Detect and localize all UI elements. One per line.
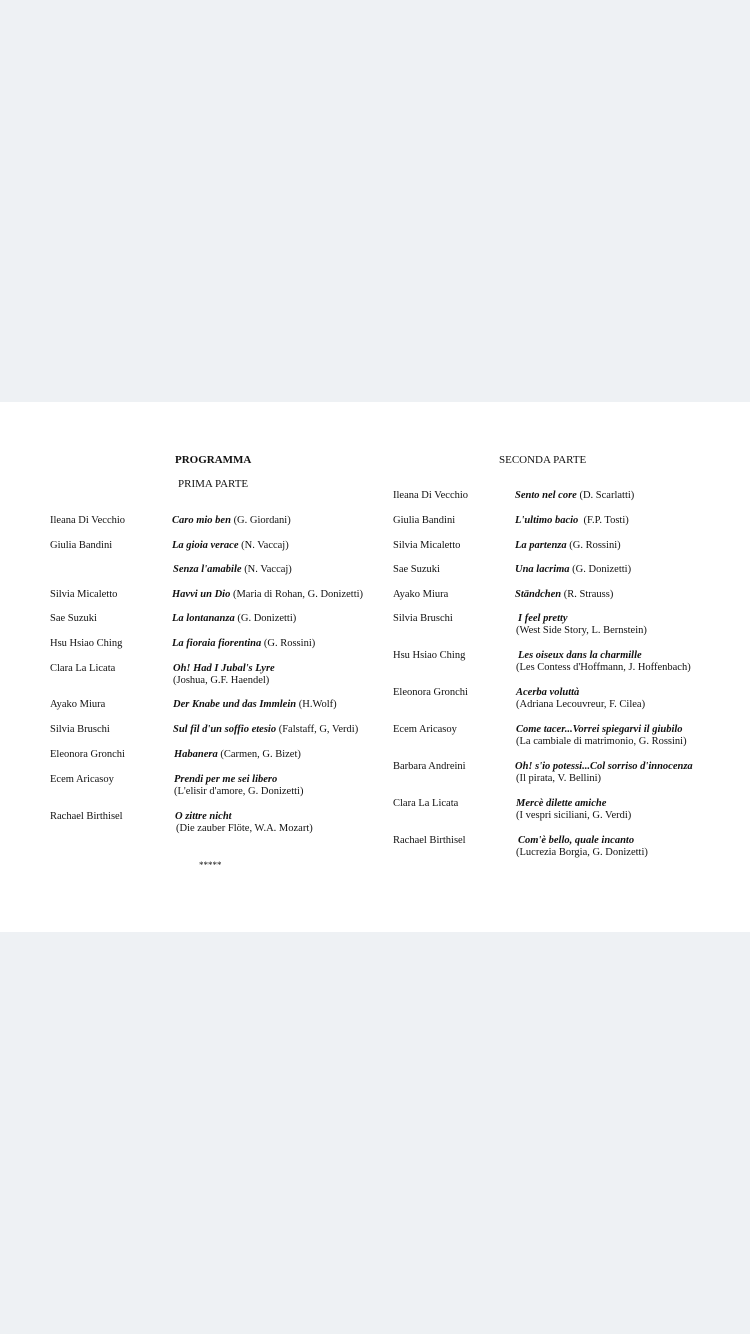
- performer-name: Barbara Andreini: [393, 761, 466, 772]
- composer-note: (D. Scarlatti): [576, 490, 635, 501]
- piece-title: Oh! Had I Jubal's Lyre: [173, 663, 275, 674]
- composer-note: (G. Donizetti): [569, 564, 632, 575]
- work-detail: (Die zauber Flöte, W.A. Mozart): [176, 823, 313, 834]
- program-entry: [516, 724, 687, 748]
- program-entry: [172, 638, 315, 650]
- piece-title: Prendi per me sei libero: [174, 774, 278, 785]
- program-entry: [516, 835, 648, 859]
- piece-title: Senza l'amabile: [173, 564, 242, 575]
- piece-title: Acerba voluttà: [516, 687, 580, 698]
- composer-note: (G. Rossini): [261, 638, 316, 649]
- piece-title: O zittre nicht: [175, 811, 232, 822]
- piece-title: Havvi un Dio: [172, 589, 231, 600]
- composer-note: (G. Giordani): [230, 515, 291, 526]
- piece-title: Habanera: [174, 749, 218, 760]
- program-entry: [515, 515, 629, 527]
- programma-heading: PROGRAMMA: [175, 454, 252, 466]
- work-detail: (Lucrezia Borgia, G. Donizetti): [516, 847, 648, 858]
- performer-name: Ayako Miura: [50, 699, 106, 710]
- performer-name: Silvia Bruschi: [393, 613, 453, 624]
- performer-name: Silvia Micaletto: [393, 540, 461, 551]
- work-detail: (Il pirata, V. Bellini): [516, 773, 602, 784]
- composer-note: (G. Donizetti): [234, 613, 297, 624]
- piece-title: Una lacrima: [515, 564, 570, 575]
- piece-title: Caro mio ben: [172, 515, 231, 526]
- program-entry: [515, 540, 621, 552]
- program-entry: [173, 663, 275, 687]
- work-detail: (Joshua, G.F. Haendel): [173, 675, 270, 686]
- piece-title: I feel pretty: [518, 613, 568, 624]
- piece-title: Oh! s'io potessi...Col sorriso d'innocenza: [515, 761, 693, 772]
- program-entry: [516, 613, 647, 637]
- composer-note: (N. Vaccaj): [241, 564, 292, 575]
- piece-title: Les oiseux dans la charmille: [518, 650, 642, 661]
- composer-note: (R. Strauss): [561, 589, 614, 600]
- work-detail: (L'elisir d'amore, G. Donizetti): [174, 786, 304, 797]
- performer-name: Sae Suzuki: [393, 564, 440, 575]
- piece-title: Come tacer...Vorrei spiegarvi il giubilo: [516, 724, 683, 735]
- performer-name: Hsu Hsiao Ching: [393, 650, 466, 661]
- program-entry: [516, 798, 631, 822]
- program-entry: [515, 761, 693, 785]
- performer-name: Ileana Di Vecchio: [393, 490, 469, 501]
- program-entry: [515, 589, 613, 601]
- performer-name: Giulia Bandini: [393, 515, 456, 526]
- program-entry: [175, 811, 313, 835]
- piece-title: Sento nel core: [515, 490, 577, 501]
- program-entry: [172, 589, 363, 601]
- piece-title: L'ultimo bacio: [515, 515, 579, 526]
- program-entry: [174, 774, 303, 798]
- seconda-parte-heading: SECONDA PARTE: [499, 454, 587, 466]
- piece-title: Com'è bello, quale incanto: [518, 835, 635, 846]
- composer-note: (N. Vaccaj): [238, 540, 289, 551]
- piece-title: Der Knabe und das Immlein: [173, 699, 297, 710]
- performer-name: Ecem Aricasoy: [50, 774, 114, 785]
- piece-title: La gioia verace: [172, 540, 239, 551]
- performer-name: Ileana Di Vecchio: [50, 515, 126, 526]
- performer-name: Eleonora Gronchi: [50, 749, 125, 760]
- prima-parte-heading: PRIMA PARTE: [178, 478, 249, 490]
- performer-name: Clara La Licata: [393, 798, 459, 809]
- program-sheet: [0, 402, 750, 932]
- performer-name: Eleonora Gronchi: [393, 687, 468, 698]
- piece-title: La lontananza: [172, 613, 235, 624]
- piece-title: La partenza: [515, 540, 567, 551]
- piece-title: Sul fil d'un soffio etesio: [173, 724, 277, 735]
- composer-note: (G. Rossini): [566, 540, 621, 551]
- program-entry: [173, 724, 358, 736]
- performer-name: Ecem Aricasoy: [393, 724, 457, 735]
- performer-name: Giulia Bandini: [50, 540, 113, 551]
- program-entry: [172, 613, 296, 625]
- work-detail: (I vespri siciliani, G. Verdi): [516, 810, 632, 821]
- composer-note: (Maria di Rohan, G. Donizetti): [230, 589, 364, 600]
- program-entry: [173, 564, 292, 576]
- program-entry: [516, 650, 691, 674]
- program-entry: [516, 687, 645, 711]
- piece-title: Mercè dilette amiche: [516, 798, 607, 809]
- piece-title: Ständchen: [515, 589, 562, 600]
- performer-name: Rachael Birthisel: [393, 835, 466, 846]
- composer-note: (Falstaff, G, Verdi): [276, 724, 359, 735]
- performer-name: Sae Suzuki: [50, 613, 97, 624]
- program-entry: [515, 564, 631, 576]
- performer-name: Clara La Licata: [50, 663, 116, 674]
- composer-note: (F.P. Tosti): [578, 515, 629, 526]
- work-detail: (Les Contess d'Hoffmann, J. Hoffenbach): [516, 662, 691, 673]
- separator-stars: *****: [199, 860, 222, 870]
- piece-title: La fioraia fiorentina: [172, 638, 262, 649]
- program-entry: [515, 490, 634, 502]
- performer-name: Ayako Miura: [393, 589, 449, 600]
- performer-name: Hsu Hsiao Ching: [50, 638, 123, 649]
- program-entry: [173, 699, 337, 711]
- program-entry: [172, 515, 291, 527]
- program-entry: [174, 749, 301, 761]
- performer-name: Silvia Micaletto: [50, 589, 118, 600]
- work-detail: (Adriana Lecouvreur, F. Cilea): [516, 699, 646, 710]
- program-entry: [172, 540, 289, 552]
- work-detail: (La cambiale di matrimonio, G. Rossini): [516, 736, 687, 747]
- composer-note: (Carmen, G. Bizet): [217, 749, 301, 760]
- work-detail: (West Side Story, L. Bernstein): [516, 625, 647, 636]
- composer-note: (H.Wolf): [296, 699, 337, 710]
- performer-name: Silvia Bruschi: [50, 724, 110, 735]
- performer-name: Rachael Birthisel: [50, 811, 123, 822]
